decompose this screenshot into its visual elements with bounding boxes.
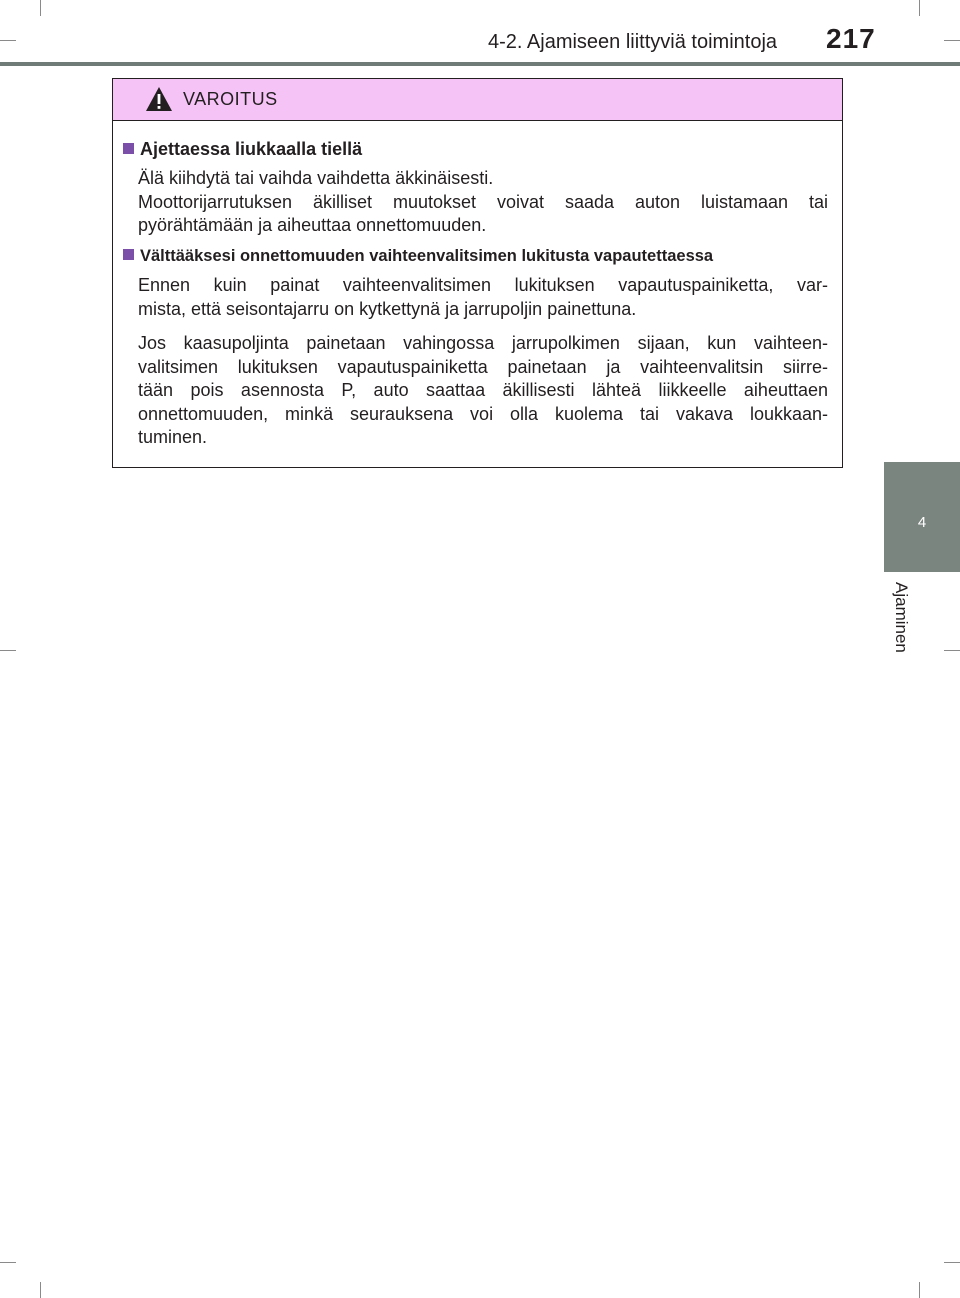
crop-mark [919, 1282, 920, 1298]
paragraph [138, 274, 828, 321]
text-line: Moottorijarrutuksen äkilliset muutokset voivat saada auton luistamaan tai [138, 191, 828, 212]
warning-box [112, 78, 843, 468]
warning-header [113, 79, 842, 121]
text-line: Ennen kuin painat vaihteenvalitsimen lukituksen vapautuspainiketta, var- [138, 275, 828, 295]
text-line: tään pois asennosta P, auto saattaa äkillisesti lähteä liikkeelle aiheuttaen [138, 380, 828, 400]
crop-mark [919, 0, 920, 16]
text-line: pyörähtämään ja aiheuttaa onnettomuuden. [138, 215, 487, 235]
crop-mark [0, 650, 16, 651]
paragraph [138, 332, 828, 450]
section-heading-text: Ajettaessa liukkaalla tiellä [140, 139, 363, 159]
warning-title: VAROITUS [183, 89, 278, 109]
warning-triangle-icon [145, 86, 173, 112]
section-heading-slippery-road [123, 138, 362, 160]
square-bullet-icon [123, 143, 134, 154]
crop-mark [40, 0, 41, 16]
page-number: 217 [826, 23, 876, 54]
chapter-number: 4 [917, 514, 927, 531]
square-bullet-icon [123, 249, 134, 260]
chapter-label-container [887, 582, 917, 672]
text-line: Älä kiihdytä tai vaihda vaihdetta äkkinäisesti. [138, 168, 494, 188]
crop-mark [0, 40, 16, 41]
crop-mark [944, 1262, 960, 1263]
text-line: tuminen. [138, 427, 208, 447]
text-line: mista, että seisontajarru on kytkettynä ja jarrupoljin painettuna. [138, 298, 637, 319]
paragraph [138, 167, 828, 238]
text-line: valitsimen lukituksen vapautuspainiketta painetaan ja vaihteenvalitsin siirre- [138, 356, 828, 377]
text-line: Jos kaasupoljinta painetaan vahingossa jarrupolkimen sijaan, kun vaihteen- [138, 333, 828, 353]
crop-mark [0, 1262, 16, 1263]
section-heading-shift-lock [123, 245, 713, 267]
chapter-tab [884, 462, 960, 572]
header-rule [0, 62, 960, 66]
section-title: 4-2. Ajamiseen liittyviä toimintoja [488, 31, 778, 53]
crop-mark [40, 1282, 41, 1298]
chapter-label: Ajaminen [892, 582, 911, 653]
crop-mark [944, 40, 960, 41]
text-line: onnettomuuden, minkä seurauksena voi olla kuolema tai vakava loukkaan- [138, 403, 828, 424]
section-heading-text: Välttääksesi onnettomuuden vaihteenvalitsimen lukitusta vapautettaessa [140, 247, 714, 265]
crop-mark [944, 650, 960, 651]
